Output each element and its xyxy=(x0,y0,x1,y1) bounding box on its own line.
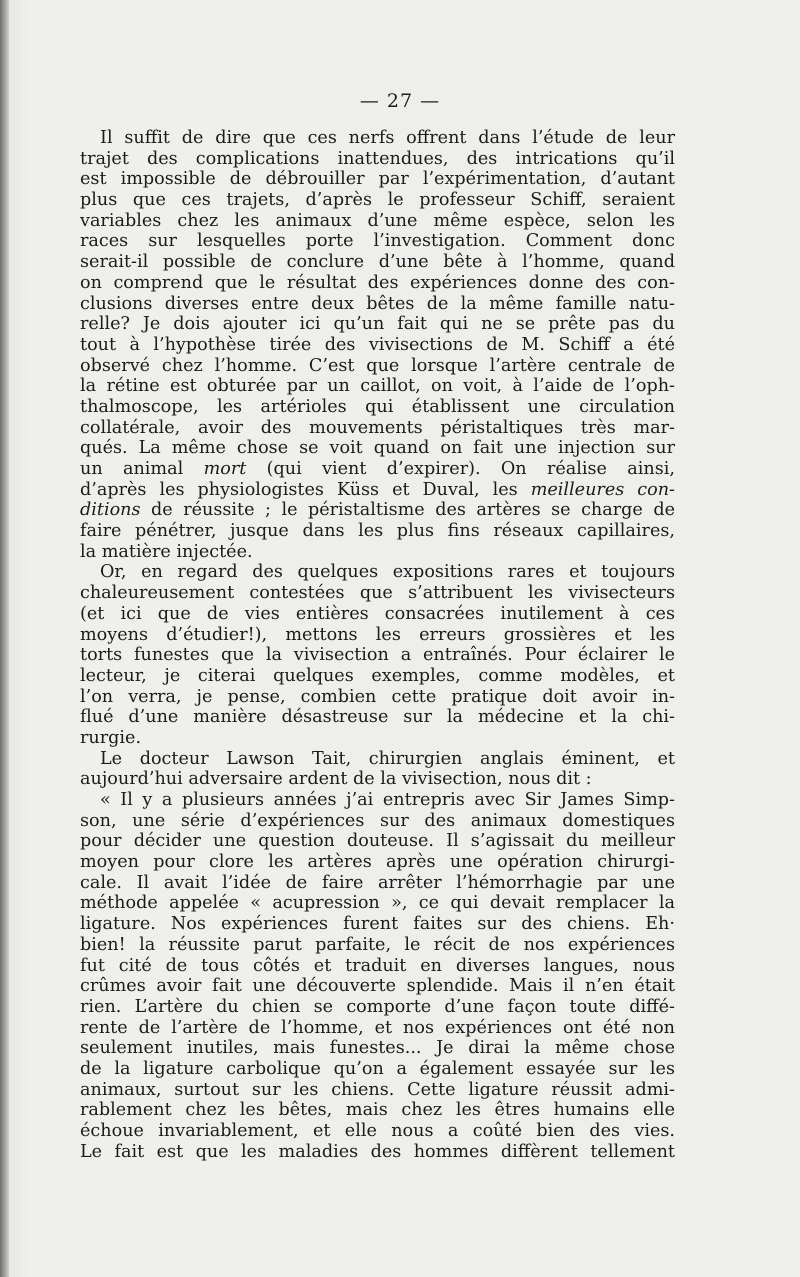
text-line: Or, en regard des quelques expositions rares et toujours xyxy=(100,562,675,583)
body-text xyxy=(80,128,675,1162)
text-line: fut cité de tous côtés et traduit en diverses langues, nous xyxy=(80,955,675,976)
text-line: qués. La même chose se voit quand on fait une injection sur xyxy=(80,438,675,459)
text-line: torts funestes que la vivisection a entraînés. Pour éclairer le xyxy=(80,645,675,666)
text-line: thalmoscope, les artérioles qui établissent une circulation xyxy=(80,396,675,417)
text-line: est impossible de débrouiller par l’expérimentation, d’autant xyxy=(80,169,675,190)
text-line: Il suffit de dire que ces nerfs offrent dans l’étude de leur xyxy=(100,128,675,148)
text-line: rablement chez les bêtes, mais chez les êtres humains elle xyxy=(80,1100,675,1121)
text-line: un animal mort (qui vient d’expirer). On réalise ainsi, xyxy=(80,459,675,479)
text-line: observé chez l’homme. C’est que lorsque l’artère centrale de xyxy=(80,355,675,376)
text-line: bien! la réussite parut parfaite, le récit de nos expériences xyxy=(80,934,675,955)
text-line: lecteur, je citerai quelques exemples, comme modèles, et xyxy=(80,665,675,686)
text-line: variables chez les animaux d’une même espèce, selon les xyxy=(80,210,675,231)
text-line: Le fait est que les maladies des hommes diffèrent tellement xyxy=(80,1141,675,1162)
text-line: d’après les physiologistes Küss et Duval, les meilleures con- xyxy=(80,479,675,500)
text-line: la rétine est obturée par un caillot, on voit, à l’aide de l’oph- xyxy=(80,376,675,397)
text-line: moyens d’étudier!), mettons les erreurs grossières et les xyxy=(80,624,675,645)
text-line: chaleureusement contestées que s’attribuent les vivisecteurs xyxy=(80,583,675,604)
text-line: on comprend que le résultat des expériences donne des con- xyxy=(80,272,675,293)
text-line: méthode appelée « acupression », ce qui devait remplacer la xyxy=(80,893,675,914)
text-line: ligature. Nos expériences furent faites sur des chiens. Eh· xyxy=(80,914,675,935)
text-line: Le docteur Lawson Tait, chirurgien anglais éminent, et xyxy=(100,748,675,769)
text-line: rente de l’artère de l’homme, et nos expériences ont été non xyxy=(80,1017,675,1038)
text-line: trajet des complications inattendues, des intrications qu’il xyxy=(80,148,675,169)
text-line: l’on verra, je pense, combien cette pratique doit avoir in- xyxy=(80,686,675,707)
page-number: — 27 — xyxy=(359,90,441,112)
text-line: (et ici que de vies entières consacrées inutilement à ces xyxy=(80,603,675,624)
text-line: cale. Il avait l’idée de faire arrêter l’hémorrhagie par une xyxy=(80,872,675,893)
text-line: flué d’une manière désastreuse sur la médecine et la chi- xyxy=(80,707,675,728)
text-line: ditions de réussite ; le péristaltisme des artères se charge de xyxy=(80,500,675,521)
text-line: aujourd’hui adversaire ardent de la vivisection, nous dit : xyxy=(80,769,592,790)
text-line: la matière injectée. xyxy=(80,541,253,562)
text-line: rurgie. xyxy=(80,727,142,748)
text-line: tout à l’hypothèse tirée des vivisections de M. Schiff a été xyxy=(80,334,675,355)
text-line: relle? Je dois ajouter ici qu’un fait qui ne se prête pas du xyxy=(80,314,675,335)
text-line: pour décider une question douteuse. Il s’agissait du meilleur xyxy=(80,831,675,852)
text-line: de la ligature carbolique qu’on a également essayée sur les xyxy=(80,1058,675,1079)
text-line: échoue invariablement, et elle nous a coûté bien des vies. xyxy=(80,1121,675,1141)
text-line: races sur lesquelles porte l’investigation. Comment donc xyxy=(80,231,675,252)
text-line: « Il y a plusieurs années j’ai entrepris avec Sir James Simp- xyxy=(100,790,675,810)
text-line: clusions diverses entre deux bêtes de la même famille natu- xyxy=(80,293,675,314)
text-line: plus que ces trajets, d’après le professeur Schiff, seraient xyxy=(80,190,675,211)
text-line: animaux, surtout sur les chiens. Cette ligature réussit admi- xyxy=(80,1079,675,1100)
text-line: moyen pour clore les artères après une opération chirurgi- xyxy=(80,852,675,873)
text-line: serait-il possible de conclure d’une bête à l’homme, quand xyxy=(80,252,675,273)
book-spine-shadow xyxy=(0,0,9,1277)
text-line: seulement inutiles, mais funestes... Je dirai la même chose xyxy=(80,1038,675,1059)
text-line: faire pénétrer, jusque dans les plus fins réseaux capillaires, xyxy=(80,521,675,542)
text-line: rien. L’artère du chien se comporte d’une façon toute diffé- xyxy=(80,996,675,1017)
text-line: crûmes avoir fait une découverte splendide. Mais il n’en était xyxy=(80,976,675,997)
text-line: collatérale, avoir des mouvements péristaltiques très mar- xyxy=(80,417,675,438)
text-line: son, une série d’expériences sur des animaux domestiques xyxy=(80,810,675,831)
